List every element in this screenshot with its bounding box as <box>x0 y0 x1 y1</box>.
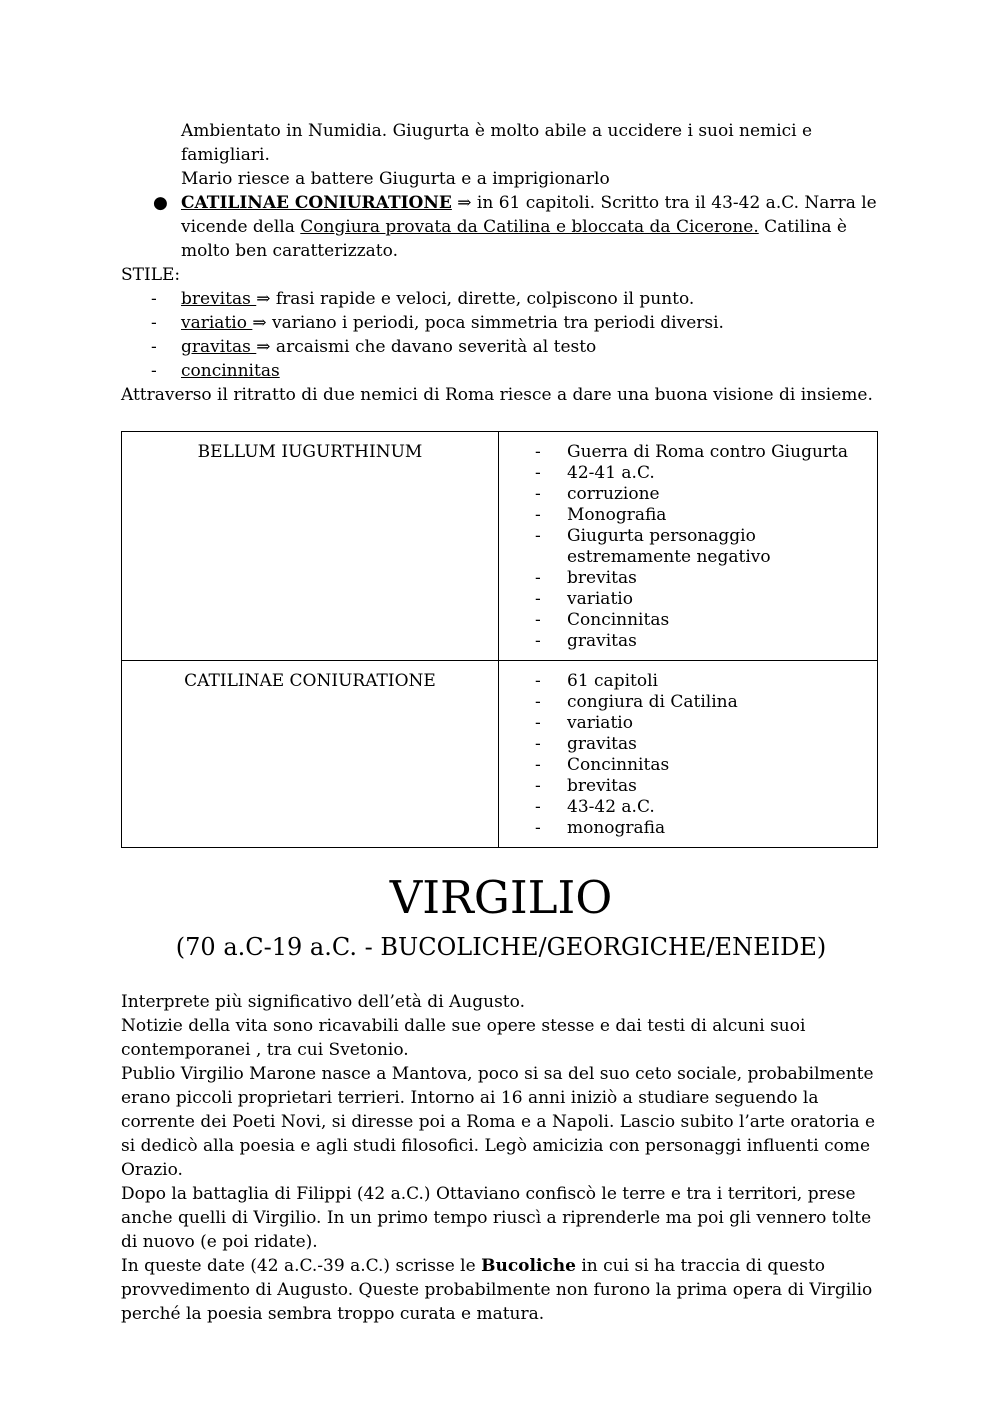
stile-term: concinnitas <box>181 361 280 381</box>
paragraph: Notizie della vita sono ricavabili dalle sue opere stesse e dai testi di alcuni suoi contemporanei , tra cui Svetonio. <box>121 1016 806 1060</box>
table-row-title: CATILINAE CONIURATIONE <box>122 661 499 848</box>
stile-term: gravitas <box>181 337 257 357</box>
list-item: - congiura di Catilina <box>535 692 738 712</box>
list-item: - brevitas <box>535 776 637 796</box>
paragraph: Dopo la battaglia di Filippi (42 a.C.) Ottaviano confiscò le terre e tra i territori, prese anche quelli di Virgilio. In un primo tempo riuscì a riprenderle ma poi gli vennero tolte di nuovo (e poi ridate). <box>121 1184 872 1252</box>
section-title: VIRGILIO <box>389 871 613 924</box>
bullet-title: CATILINAE CONIURATIONE <box>181 193 452 213</box>
list-item: - variatio <box>535 713 633 733</box>
paragraph: In queste date (42 a.C.-39 a.C.) scrisse le Bucoliche in cui si ha traccia di questo provvedimento di Augusto. Queste probabilmente non furono la prima opera di Virgilio perché la poesia sembra troppo curata e matura. <box>121 1256 873 1324</box>
bucoliche-bold: Bucoliche <box>481 1256 576 1276</box>
list-item: - Monografia <box>535 505 667 525</box>
intro-line-1: Ambientato in Numidia. Giugurta è molto abile a uccidere i suoi nemici e famigliari. <box>181 121 813 165</box>
table-row-list <box>499 442 869 652</box>
table-row-title: BELLUM IUGURTHINUM <box>122 432 499 661</box>
list-item: - 61 capitoli <box>535 671 658 691</box>
stile-item: - gravitas ⇒ arcaismi che davano severità al testo <box>151 337 597 357</box>
list-item: - brevitas <box>535 568 637 588</box>
list-item: - Guerra di Roma contro Giugurta <box>535 442 848 462</box>
list-item: - Concinnitas <box>535 610 670 630</box>
paragraph: Interprete più significativo dell’età di Augusto. <box>121 992 525 1012</box>
intro-line-2: Mario riesce a battere Giugurta e a imprigionarlo <box>181 169 610 189</box>
list-item: - Concinnitas <box>535 755 670 775</box>
stile-arrow: ⇒ <box>252 313 267 333</box>
bullet-catilinae <box>121 191 881 263</box>
stile-desc: variano i periodi, poca simmetria tra periodi diversi. <box>266 313 724 333</box>
list-item: - 43-42 a.C. <box>535 797 655 817</box>
list-item: - 42-41 a.C. <box>535 463 655 483</box>
stile-item: - brevitas ⇒ frasi rapide e veloci, dirette, colpiscono il punto. <box>151 289 695 309</box>
stile-item: - variatio ⇒ variano i periodi, poca simmetria tra periodi diversi. <box>151 313 724 333</box>
stile-list <box>121 287 881 383</box>
stile-term: brevitas <box>181 289 257 309</box>
stile-arrow: ⇒ <box>256 289 271 309</box>
table-row <box>122 661 878 848</box>
list-item: - corruzione <box>535 484 660 504</box>
bullet-dot-icon: ● <box>153 193 168 213</box>
bullet-underlined: Congiura provata da Catilina e bloccata da Cicerone. <box>300 217 759 237</box>
list-item: - variatio <box>535 589 633 609</box>
stile-desc: arcaismi che davano severità al testo <box>270 337 597 357</box>
summary-table <box>121 431 878 848</box>
stile-desc: frasi rapide e veloci, dirette, colpiscono il punto. <box>270 289 695 309</box>
bullet-text-1: in 61 capitoli. Scritto tra il 43-42 a.C. Narra le vicende della <box>181 193 877 237</box>
table-row-list <box>499 671 869 839</box>
stile-arrow: ⇒ <box>256 337 271 357</box>
list-item: - monografia <box>535 818 666 838</box>
section-subtitle: (70 a.C-19 a.C. - BUCOLICHE/GEORGICHE/ENEIDE) <box>175 933 827 961</box>
paragraph: Publio Virgilio Marone nasce a Mantova, poco si sa del suo ceto sociale, probabilmente erano piccoli proprietari terrieri. Intorno ai 16 anni iniziò a studiare seguendo la corrente dei Poeti Novi, si diresse poi a Roma e a Napoli. Lascio subito l’arte oratoria e si dedicò alla poesia e agli studi filosofici. Legò amicizia con personaggi influenti come Orazio. <box>121 1064 876 1180</box>
stile-closing: Attraverso il ritratto di due nemici di Roma riesce a dare una buona visione di insieme. <box>121 385 873 405</box>
stile-item: - concinnitas <box>151 361 280 381</box>
table-row <box>122 432 878 661</box>
stile-term: variatio <box>181 313 253 333</box>
bullet-text-2: Catilina è molto ben caratterizzato. <box>181 217 847 261</box>
stile-heading: STILE: <box>121 265 181 285</box>
list-item: - gravitas <box>535 734 637 754</box>
document-page <box>121 119 881 1326</box>
list-item: - gravitas <box>535 631 637 651</box>
list-item: - Giugurta personaggio estremamente negativo <box>535 526 771 567</box>
bullet-arrow: ⇒ <box>457 193 472 213</box>
